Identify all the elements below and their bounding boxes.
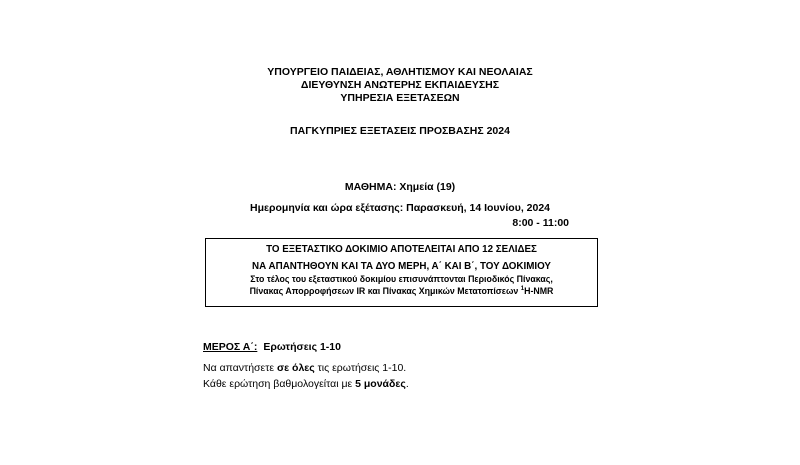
exam-title: ΠΑΓΚΥΠΡΙΕΣ ΕΞΕΤΑΣΕΙΣ ΠΡΟΣΒΑΣΗΣ 2024	[290, 125, 510, 137]
exam-datetime	[250, 201, 575, 231]
instr2-bold: 5 μονάδες	[355, 378, 406, 390]
part-a-questions: Ερωτήσεις 1-10	[263, 341, 341, 353]
part-a-label: ΜΕΡΟΣ Α΄:	[203, 341, 258, 353]
notice-pages: ΤΟ ΕΞΕΤΑΣΤΙΚΟ ΔΟΚΙΜΙΟ ΑΠΟΤΕΛΕΙΤΑΙ ΑΠΟ 12 ΣΕΛΙΔΕΣ	[266, 244, 537, 255]
exam-time: 8:00 - 11:00	[512, 217, 569, 229]
subject-label: ΜΑΘΗΜΑ:	[344, 181, 397, 193]
exam-date: Παρασκευή, 14 Ιουνίου, 2024	[406, 202, 551, 214]
nmr-label: H-NMR	[524, 286, 554, 296]
service-heading: ΥΠΗΡΕΣΙΑ ΕΞΕΤΑΣΕΩΝ	[340, 92, 460, 104]
subject-value: Χημεία (19)	[399, 181, 456, 193]
notice-attachments: Στο τέλος του εξεταστικού δοκιμίου επισυνάπτονται Περιοδικός Πίνακας,	[250, 274, 553, 284]
subject-line	[0, 181, 800, 194]
instr1-post: τις ερωτήσεις 1-10.	[314, 362, 407, 374]
part-a-heading	[203, 339, 409, 355]
nmr-superscript: 1	[520, 286, 525, 293]
part-a-instruction-answer	[203, 360, 409, 376]
instr2-pre: Κάθε ερώτηση βαθμολογείται με	[203, 378, 356, 390]
notice-box	[205, 238, 598, 307]
instr1-bold: σε όλες	[276, 362, 315, 374]
notice-tables-text: Πίνακας Απορροφήσεων IR και Πίνακας Χημικών Μετατοπίσεων	[249, 286, 521, 296]
ministry-heading: ΥΠΟΥΡΓΕΙΟ ΠΑΙΔΕΙΑΣ, ΑΘΛΗΤΙΣΜΟΥ ΚΑΙ ΝΕΟΛΑΙΑΣ	[267, 66, 533, 78]
notice-tables	[206, 285, 597, 297]
instr2-post: .	[405, 378, 409, 390]
directorate-heading: ΔΙΕΥΘΥΝΣΗ ΑΝΩΤΕΡΗΣ ΕΚΠΑΙΔΕΥΣΗΣ	[300, 79, 500, 91]
instr1-pre: Να απαντήσετε	[203, 362, 277, 374]
part-a-section	[203, 339, 409, 392]
datetime-label: Ημερομηνία και ώρα εξέτασης:	[250, 202, 404, 214]
part-a-instruction-marks	[203, 376, 409, 392]
notice-parts: ΝΑ ΑΠΑΝΤΗΘΟΥΝ ΚΑΙ ΤΑ ΔΥΟ ΜΕΡΗ, Α΄ ΚΑΙ Β΄, ΤΟΥ ΔΟΚΙΜΙΟΥ	[252, 261, 551, 272]
